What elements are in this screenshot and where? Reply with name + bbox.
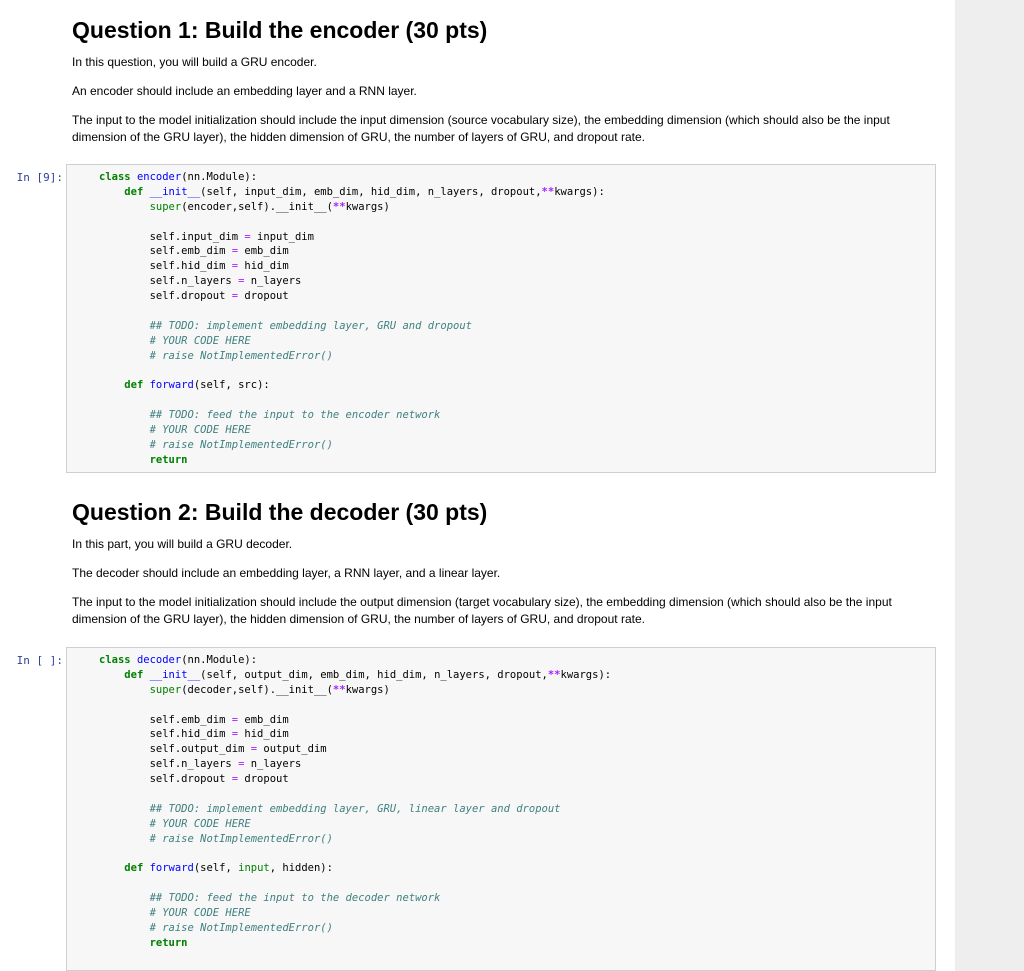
code-line	[99, 304, 605, 319]
code-line	[99, 921, 611, 936]
code-token: class	[99, 654, 131, 666]
code-line	[99, 772, 611, 787]
code-token: # raise NotImplementedError()	[149, 439, 333, 452]
code-token: (self, output_dim, emb_dim, hid_dim, n_layers, dropout,	[200, 668, 548, 681]
code-token: super	[149, 683, 182, 696]
code-token	[99, 320, 150, 332]
code-cell-decoder[interactable]	[66, 647, 936, 971]
code-token: # raise NotImplementedError()	[149, 832, 333, 845]
code-token: ## TODO: feed the input to the decoder network	[149, 892, 441, 905]
code-line	[99, 713, 611, 728]
code-line	[99, 274, 605, 289]
code-line	[99, 423, 605, 438]
code-token: dropout	[238, 773, 289, 786]
code-line	[99, 319, 605, 334]
code-line	[99, 259, 605, 274]
code-token: (nn.Module):	[181, 654, 258, 666]
question-2-decoder-desc: The decoder should include an embedding layer, a RNN layer, and a linear layer.	[72, 566, 501, 580]
code-token: __init__	[276, 683, 327, 696]
code-token	[99, 862, 124, 874]
code-line	[99, 668, 611, 683]
code-line	[99, 683, 611, 698]
code-token	[99, 439, 150, 451]
code-line	[99, 832, 611, 847]
code-token: =	[250, 743, 258, 756]
code-token: , hidden):	[269, 862, 333, 875]
cell-1-prompt: In [9]:	[16, 171, 63, 184]
code-token: =	[231, 245, 239, 258]
code-token: (	[326, 683, 333, 696]
code-token: (	[326, 200, 333, 213]
code-line	[99, 438, 605, 453]
code-token	[99, 892, 150, 904]
code-line	[99, 802, 611, 817]
question-1-title: Question 1: Build the encoder (30 pts)	[72, 17, 488, 43]
code-token: # raise NotImplementedError()	[149, 349, 333, 362]
code-token: **	[541, 185, 555, 198]
question-1-encoder-desc: An encoder should include an embedding layer and a RNN layer.	[72, 84, 417, 98]
code-line	[99, 378, 605, 393]
code-token	[99, 350, 150, 362]
code-token: self.hid_dim	[99, 728, 232, 741]
code-token: (decoder,self).	[181, 683, 277, 696]
code-line	[99, 215, 605, 230]
code-token: return	[149, 936, 188, 949]
code-line	[99, 349, 605, 364]
code-token: self.n_layers	[99, 758, 239, 771]
code-token: emb_dim	[238, 245, 289, 258]
code-token	[99, 186, 124, 198]
code-editor-decoder[interactable]	[99, 653, 611, 951]
code-token: self.output_dim	[99, 743, 251, 756]
code-line	[99, 393, 605, 408]
code-token	[99, 669, 124, 681]
code-token: def	[124, 185, 144, 198]
code-line	[99, 906, 611, 921]
code-token: self.hid_dim	[99, 260, 232, 273]
code-line	[99, 244, 605, 259]
code-line	[99, 936, 611, 951]
code-token	[99, 803, 150, 815]
code-line	[99, 185, 605, 200]
code-token: # YOUR CODE HERE	[149, 424, 251, 437]
code-token: output_dim	[257, 743, 327, 756]
code-token: ## TODO: implement embedding layer, GRU, linear layer and dropout	[149, 802, 561, 815]
markdown-cell-question-2	[72, 498, 922, 628]
code-token: input	[238, 862, 270, 875]
code-line	[99, 170, 605, 185]
code-token: def	[124, 668, 144, 681]
code-token: =	[231, 713, 239, 726]
code-line	[99, 727, 611, 742]
code-token	[99, 424, 150, 436]
code-token: =	[244, 230, 251, 243]
code-token: =	[231, 773, 239, 786]
code-token: # YOUR CODE HERE	[149, 334, 251, 347]
code-line	[99, 408, 605, 423]
code-token: (self, input_dim, emb_dim, hid_dim, n_layers, dropout,	[200, 185, 542, 198]
code-token: n_layers	[244, 275, 302, 288]
code-token: self.dropout	[99, 773, 232, 786]
code-token	[99, 379, 124, 391]
code-token	[99, 907, 150, 919]
code-token: self.emb_dim	[99, 713, 232, 726]
code-line	[99, 861, 611, 876]
code-line	[99, 653, 611, 668]
code-token: super	[149, 200, 182, 213]
code-token: **	[332, 200, 346, 213]
question-1-intro: In this question, you will build a GRU encoder.	[72, 55, 317, 69]
code-token: self.input_dim	[99, 230, 245, 243]
code-token: dropout	[238, 290, 289, 303]
code-token: (encoder,self).	[181, 200, 277, 213]
code-token: kwargs)	[345, 683, 390, 696]
code-token: =	[238, 275, 245, 288]
code-token: (self, src):	[193, 379, 270, 392]
code-line	[99, 817, 611, 832]
code-token: kwargs):	[554, 185, 605, 198]
code-token: **	[547, 668, 561, 681]
code-token: # raise NotImplementedError()	[149, 922, 333, 935]
code-token	[99, 454, 150, 466]
code-line	[99, 742, 611, 757]
code-token: (self,	[193, 862, 239, 875]
question-2-input-desc: The input to the model initialization should include the output dimension (target vocabulary size), the embedding dimension (which should also be the input dimension of the GRU layer), the hidden dimension of GRU, the number of layers of GRU, and dropout rate.	[72, 595, 892, 626]
code-token: self.n_layers	[99, 275, 239, 288]
code-line	[99, 453, 605, 468]
code-token: n_layers	[244, 758, 302, 771]
code-token	[99, 818, 150, 830]
code-token: forward	[149, 379, 194, 392]
code-line	[99, 891, 611, 906]
code-token	[99, 335, 150, 347]
code-token: encoder	[136, 171, 182, 183]
code-line	[99, 847, 611, 862]
code-token: input_dim	[250, 230, 314, 243]
code-token: **	[332, 683, 346, 696]
code-token: def	[124, 379, 144, 392]
code-token: self.emb_dim	[99, 245, 232, 258]
code-token	[99, 201, 150, 213]
code-line	[99, 230, 605, 245]
code-token	[99, 684, 150, 696]
code-token: # YOUR CODE HERE	[149, 817, 251, 830]
code-token: def	[124, 862, 144, 875]
code-token: decoder	[136, 654, 182, 666]
code-line	[99, 364, 605, 379]
code-token: kwargs):	[560, 668, 612, 681]
code-token	[99, 833, 150, 845]
code-line	[99, 698, 611, 713]
code-line	[99, 334, 605, 349]
code-token: forward	[149, 862, 194, 875]
code-line	[99, 757, 611, 772]
code-token: =	[231, 260, 239, 273]
code-token: # YOUR CODE HERE	[149, 907, 251, 920]
code-token: ## TODO: implement embedding layer, GRU and dropout	[149, 319, 472, 332]
code-token: =	[231, 290, 239, 303]
code-token: (nn.Module):	[181, 171, 258, 183]
code-token: __init__	[149, 668, 201, 681]
code-line	[99, 787, 611, 802]
right-gutter	[955, 0, 1024, 971]
code-token: =	[231, 728, 239, 741]
code-line	[99, 289, 605, 304]
question-2-title: Question 2: Build the decoder (30 pts)	[72, 499, 488, 525]
code-token	[99, 409, 150, 421]
markdown-cell-question-1	[72, 16, 922, 146]
code-line	[99, 876, 611, 891]
code-token	[99, 937, 150, 949]
code-token: __init__	[276, 200, 327, 213]
question-1-input-desc: The input to the model initialization should include the input dimension (source vocabulary size), the embedding dimension (which should also be the input dimension of the GRU layer), the hidden dimension of GRU, the number of layers of GRU, and dropout rate.	[72, 113, 890, 144]
question-2-intro: In this part, you will build a GRU decoder.	[72, 537, 293, 551]
code-cell-encoder[interactable]	[66, 164, 936, 473]
code-token: kwargs)	[345, 200, 390, 213]
code-token: self.dropout	[99, 290, 232, 303]
code-line	[99, 200, 605, 215]
code-token: class	[99, 171, 131, 183]
code-editor-encoder[interactable]	[99, 170, 605, 468]
code-token: ## TODO: feed the input to the encoder network	[149, 409, 441, 422]
code-token: __init__	[149, 185, 201, 198]
code-token: emb_dim	[238, 713, 289, 726]
code-token: hid_dim	[238, 728, 289, 741]
code-token	[99, 922, 150, 934]
code-token: return	[149, 453, 188, 466]
cell-2-prompt: In [ ]:	[16, 654, 63, 667]
code-token: =	[238, 758, 245, 771]
code-token: hid_dim	[238, 260, 289, 273]
